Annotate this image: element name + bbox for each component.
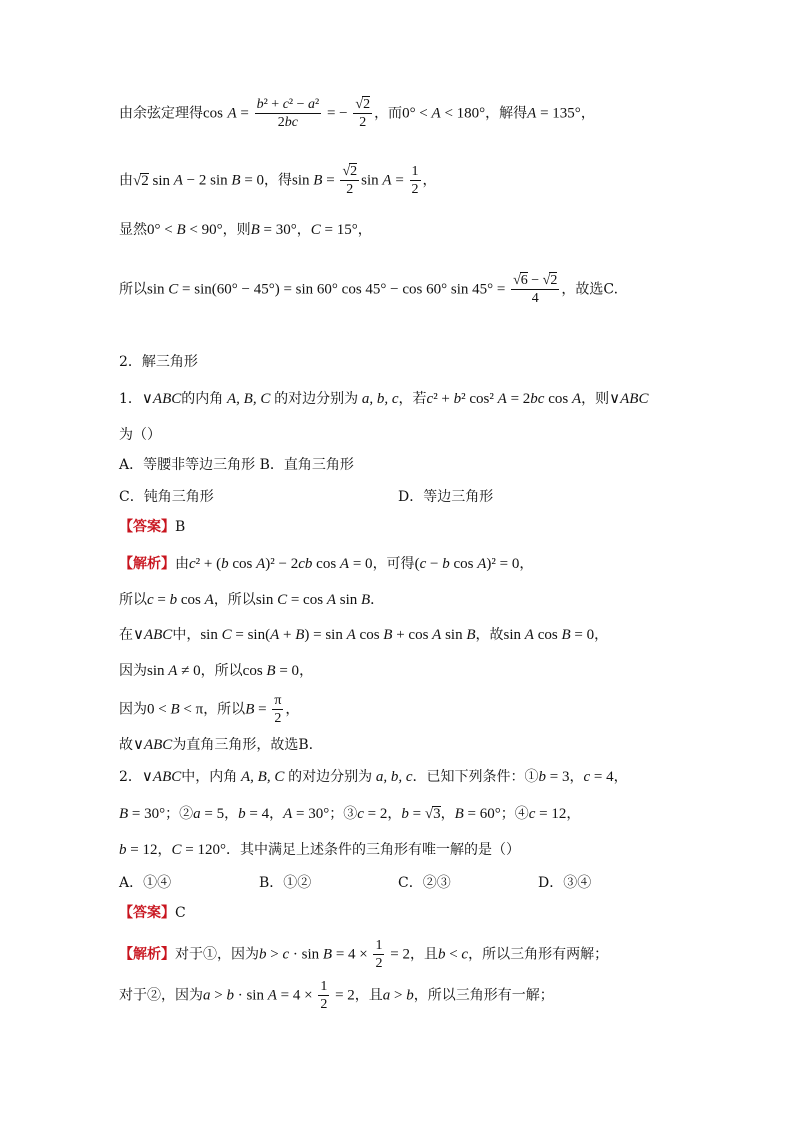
q1-analysis-2: 所以c = b cos A，所以sin C = cos A sin B． — [119, 592, 385, 608]
q2-stem-3: b = 12，C = 120°．其中满足上述条件的三角形有唯一解的是（） — [119, 842, 520, 858]
analysis-label: 【解析】 — [119, 556, 175, 572]
q1-options-row1 — [119, 455, 354, 475]
fraction: $\frac{√6 - √2}{4}$ — [513, 273, 558, 306]
q2-analysis-2: 对于②，因为a > b · sin A = 4 × $\frac{1}{2}$ = 2，且a > b，所以三角形有一解； — [119, 979, 554, 1012]
answer-label: 【答案】 — [119, 905, 175, 921]
q1-stem-cont: 为（） — [119, 427, 161, 443]
q2-answer: 【答案】C — [119, 905, 186, 921]
option-b: B．直角三角形 — [259, 457, 354, 473]
q1-answer: 【答案】B — [119, 519, 186, 535]
q1-stem: 1．∨ABC的内角 A, B, C 的对边分别为 a, b, c，若c² + b² cos² A = 2bc cos A，则∨ABC — [119, 391, 649, 407]
fraction: $\frac{1}{2}$ — [375, 938, 383, 971]
answer-label: 【答案】 — [119, 519, 175, 535]
fraction: $\frac{\pi}{2}$ — [274, 693, 282, 726]
fraction: $\frac{1}{2}$ — [411, 164, 419, 197]
fraction: $\frac{√2}{2}$ — [355, 97, 371, 130]
fraction: $\frac{√2}{2}$ — [342, 164, 358, 197]
section-title: 2．解三角形 — [119, 354, 198, 370]
q2-option-d: D．③④ — [538, 875, 592, 891]
q1-analysis-3: 在∨ABC中，sin C = sin(A + B) = sin A cos B + cos A sin B，故sin A cos B = 0， — [119, 627, 609, 643]
solution-line-sine: 由√2 sin A − 2 sin B = 0，得sin B = $\frac{√2}{2}$ sin A = $\frac{1}{2}$ ， — [119, 164, 437, 197]
q2-stem-2: B = 30°；②a = 5，b = 4，A = 30°；③c = 2，b = √3，B = 60°；④c = 12， — [119, 806, 581, 822]
option-a: A．等腰非等边三角形 — [119, 457, 256, 473]
q2-option-c: C．②③ — [398, 875, 451, 891]
fraction: $\frac{\text{b² + c² − a²}}{2bc}$ — [256, 97, 320, 130]
q1-analysis-1: 【解析】由c² + (b cos A)² − 2cb cos A = 0，可得(c − b cos A)² = 0， — [119, 556, 534, 572]
solution-line-cosine-rule: 由余弦定理得cos A = $\frac{\text{b² + c² − a²}}{2bc}$ = − $\frac{√2}{2}$ ，而0° < A < 180°，解得A = 135°， — [119, 97, 595, 130]
q1-analysis-4: 因为sin A ≠ 0，所以cos B = 0， — [119, 663, 314, 679]
q1-analysis-5: 因为0 < B < π，所以B = $\frac{\pi}{2}$ ， — [119, 693, 300, 726]
q2-option-b: B．①② — [259, 875, 312, 891]
fraction: $\frac{1}{2}$ — [320, 979, 328, 1012]
q2-analysis-1: 【解析】对于①，因为b > c · sin B = 4 × $\frac{1}{2}$ = 2，且b < c，所以三角形有两解； — [119, 938, 609, 971]
q2-stem: 2．∨ABC中，内角 A, B, C 的对边分别为 a, b, c．已知下列条件：①b = 3，c = 4， — [119, 769, 628, 785]
q1-analysis-6: 故∨ABC为直角三角形，故选B. — [119, 737, 314, 753]
option-c: C．钝角三角形 — [119, 489, 214, 505]
solution-line-angles: 显然0° < B < 90°，则B = 30°，C = 15°， — [119, 222, 372, 238]
analysis-label: 【解析】 — [119, 946, 175, 963]
solution-line-sinc: 所以sin C = sin(60° − 45°) = sin 60° cos 45° − cos 60° sin 45° = $\frac{√6 - √2}{4}$ ，故选C. — [119, 273, 619, 306]
q2-option-a: A．①④ — [119, 875, 172, 891]
option-d: D．等边三角形 — [398, 489, 494, 505]
